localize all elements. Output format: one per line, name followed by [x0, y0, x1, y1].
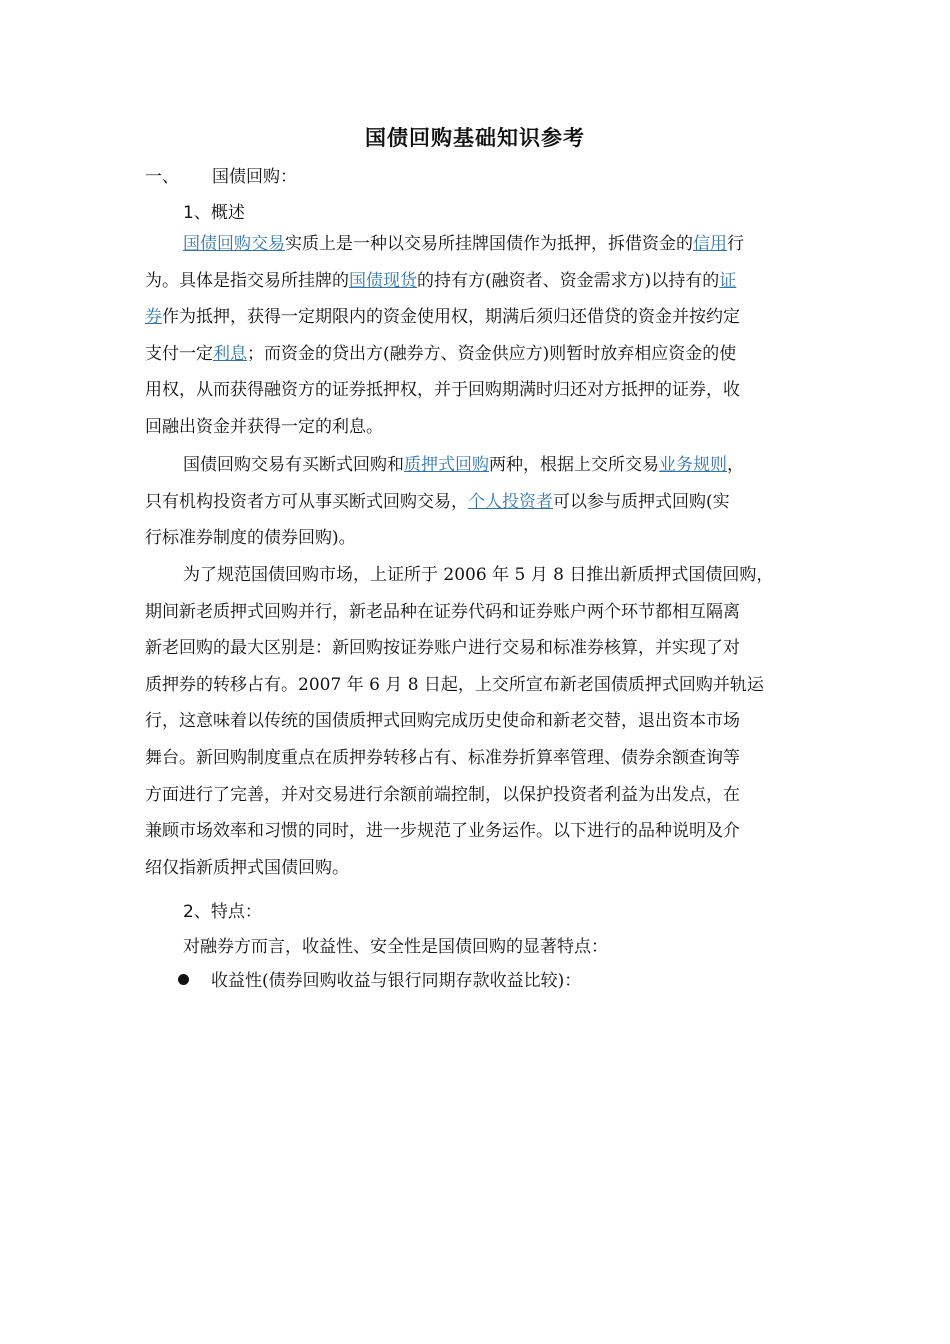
text-line: 新老回购的最大区别是：新回购按证券账户进行交易和标准券核算，并实现了对: [145, 638, 740, 659]
text-line: 行标准券制度的债券回购)。: [145, 528, 356, 549]
text-line: [145, 336, 809, 373]
text-line: 为了规范国债回购市场，上证所于 2006 年 5 月 8 日推出新质押式国债回购，: [183, 565, 774, 585]
document-title: 国债回购基础知识参考: [365, 126, 585, 150]
text-line: 用权，从而获得融资方的证券抵押权，并于回购期满时归还对方抵押的证券，收: [145, 380, 740, 401]
link-repo-trading[interactable]: 国债回购交易: [183, 234, 285, 254]
text-line: 方面进行了完善，并对交易进行余额前端控制，以保护投资者利益为出发点，在: [145, 784, 740, 805]
paragraph-repo-types: [145, 447, 809, 557]
text-line: [145, 226, 809, 263]
text-line: [145, 263, 809, 300]
text-run: 的持有方(融资者、资金需求方)以持有的: [417, 270, 720, 291]
text-run: 两种，根据上交所交易: [489, 455, 659, 475]
bullet-item: [178, 966, 581, 991]
bullet-text: 收益性(债券回购收益与银行同期存款收益比较)：: [211, 971, 582, 991]
text-line: [145, 484, 809, 521]
text-run: 可以参与质押式回购(实: [553, 491, 730, 512]
text-run: 实质上是一种以交易所挂牌国债作为抵押，拆借资金的: [285, 234, 693, 254]
text-line: 行，这意味着以传统的国债质押式回购完成历史使命和新老交替，退出资本市场: [145, 711, 740, 732]
subsection-overview: 1、概述: [183, 203, 245, 223]
link-interest[interactable]: 利息: [213, 343, 247, 364]
link-spot-bond[interactable]: 国债现货: [349, 270, 417, 291]
subsection-features: 2、特点：: [183, 902, 262, 922]
text-line: 绍仅指新质押式国债回购。: [145, 857, 349, 878]
text-run: 行: [727, 234, 744, 254]
link-business-rules[interactable]: 业务规则: [659, 455, 727, 475]
text-line: 期间新老质押式回购并行，新老品种在证券代码和证券账户两个环节都相互隔离: [145, 601, 740, 622]
text-run: 国债回购交易有买断式回购和: [183, 455, 404, 475]
section-label: 国债回购：: [212, 167, 297, 187]
text-line: [145, 299, 809, 336]
section-heading-1: [145, 162, 297, 187]
link-pledged-repo[interactable]: 质押式回购: [404, 455, 489, 475]
bullet-dot-icon: [178, 974, 189, 985]
paragraph-history: [145, 557, 809, 886]
text-line: 质押券的转移占有。2007 年 6 月 8 日起，上交所宣布新老国债质押式回购并轨运: [145, 674, 764, 695]
paragraph-features-intro: 对融券方而言，收益性、安全性是国债回购的显著特点：: [183, 937, 608, 957]
section-number: 一、: [145, 167, 179, 187]
text-line: 回融出资金并获得一定的利息。: [145, 416, 383, 437]
link-securities[interactable]: 证: [719, 270, 737, 291]
text-line: 舞台。新回购制度重点在质押券转移占有、标准券折算率管理、债券余额查询等: [145, 747, 740, 768]
text-run: 只有机构投资者方可从事买断式回购交易，: [145, 491, 468, 512]
link-individual-investor[interactable]: 个人投资者: [468, 491, 553, 512]
link-credit[interactable]: 信用: [693, 234, 727, 254]
text-run: ，: [727, 455, 744, 475]
text-line: 兼顾市场效率和习惯的同时，进一步规范了业务运作。以下进行的品种说明及介: [145, 821, 740, 842]
link-securities-cont[interactable]: 券: [145, 307, 162, 328]
text-run: 为。具体是指交易所挂牌的: [145, 270, 349, 291]
text-run: ；而资金的贷出方(融券方、资金供应方)则暂时放弃相应资金的使: [247, 343, 737, 364]
text-line: [145, 447, 809, 484]
paragraph-definition: [145, 226, 809, 446]
text-run: 支付一定: [145, 343, 213, 364]
text-run: 作为抵押，获得一定期限内的资金使用权，期满后须归还借贷的资金并按约定: [162, 307, 740, 328]
